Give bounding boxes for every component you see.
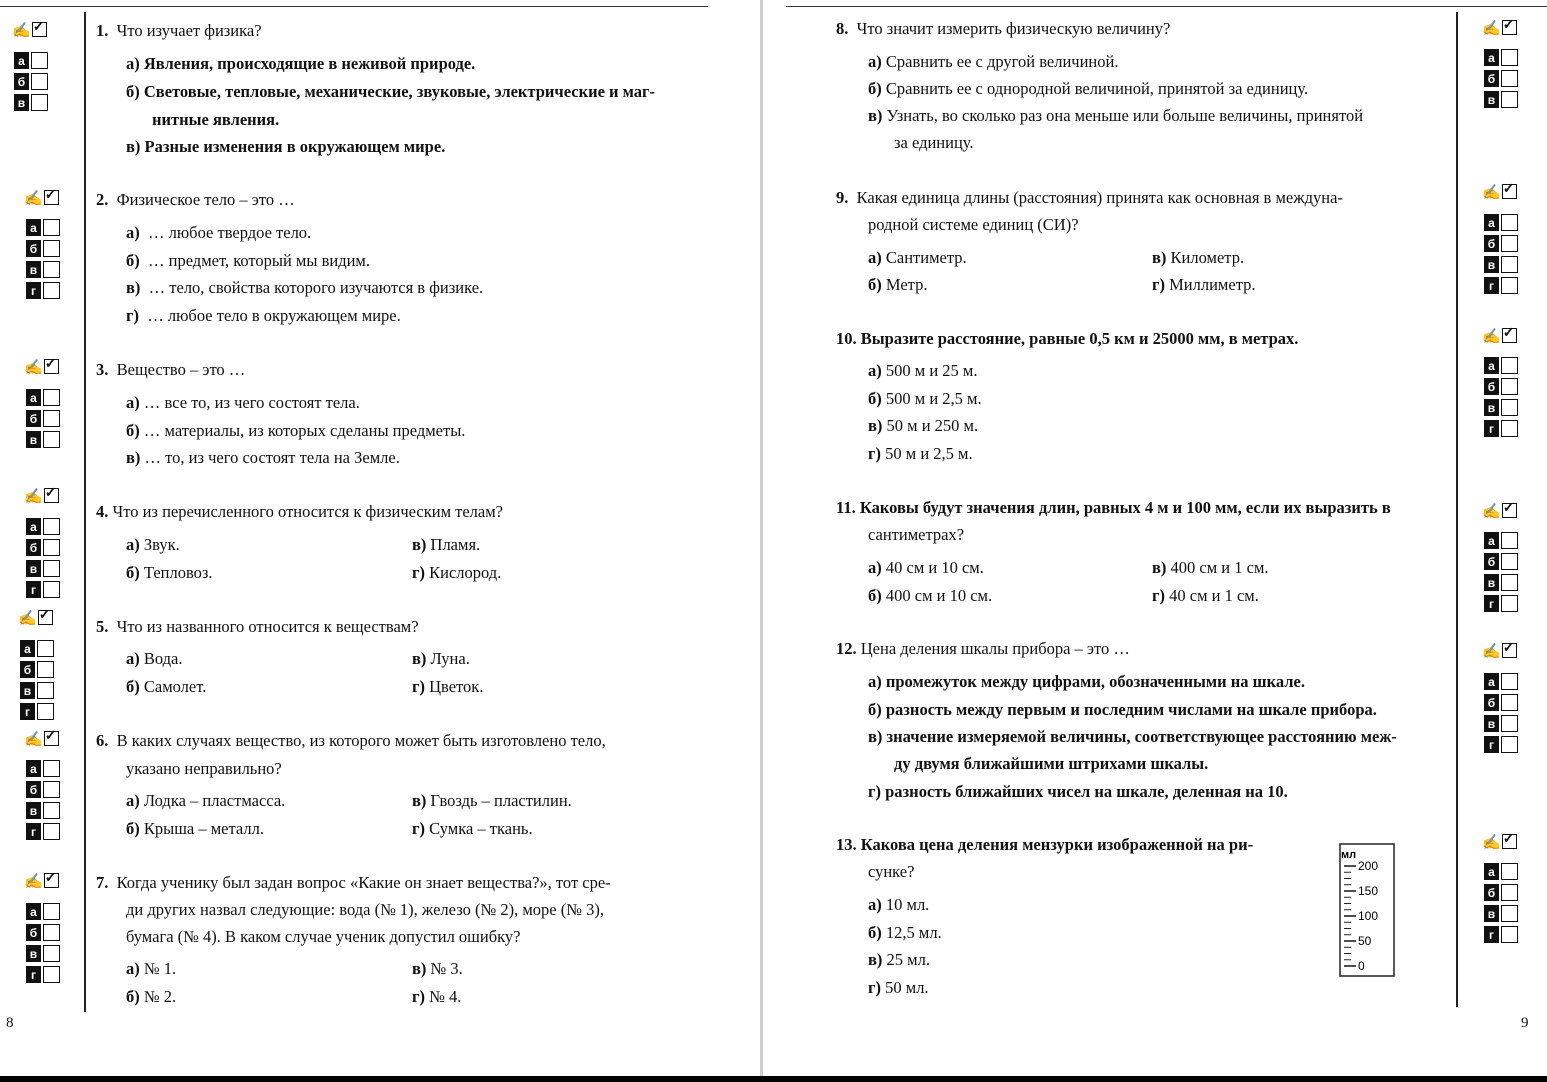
option: а) Явления, происходящие в неживой природе. [126,54,476,73]
answer-box-row [14,50,48,71]
bottom-edge [0,1076,1547,1082]
answer-checkbox[interactable] [1501,420,1518,437]
option: г) … любое тело в окружающем мире. [126,306,401,325]
answer-checkbox[interactable] [43,945,60,962]
left-page [0,0,760,1076]
answer-box-row [1484,355,1518,376]
answer-box-row [14,71,48,92]
answer-checkbox[interactable] [1501,235,1518,252]
option: а) … любое твердое тело. [126,223,312,242]
option: а) Сантиметр. [868,248,967,267]
answer-box-row [1484,530,1518,551]
option: а) 40 см и 10 см. [868,558,984,577]
pen-check-icon: ✍✓ [1482,20,1517,38]
option: г) 50 мл. [868,978,929,997]
answer-letter: б [26,924,41,941]
right-page [764,0,1547,1076]
answer-checkbox[interactable] [1501,595,1518,612]
answer-checkbox[interactable] [43,781,60,798]
answer-letter: г [1484,736,1499,753]
answer-letter: а [14,52,29,69]
answer-checkbox[interactable] [1501,736,1518,753]
answer-checkbox[interactable] [1501,378,1518,395]
page-number: 9 [1521,1015,1529,1031]
answer-letter: в [1484,256,1499,273]
answer-checkbox[interactable] [1501,673,1518,690]
answer-box-row [1484,882,1518,903]
answer-letter: г [1484,595,1499,612]
answer-box-row [20,701,54,722]
answer-box-row [20,659,54,680]
pen-check-icon: ✍✓ [1482,503,1517,521]
question-6: 6. В каких случаях вещество, из которого может быть изготовлено тело, [96,731,606,750]
pen-check-icon: ✍✓ [24,359,59,377]
answer-box-row [26,800,60,821]
margin-rule [84,12,86,1012]
scale-label: 200 [1358,859,1379,873]
answer-letter: а [26,389,41,406]
option: б) разность между первым и последним числами на шкале прибора. [868,700,1377,719]
answer-box-row [26,821,60,842]
answer-checkbox[interactable] [1501,694,1518,711]
answer-letter: б [1484,884,1499,901]
option: г) Миллиметр. [1152,275,1256,294]
answer-checkbox[interactable] [43,518,60,535]
answer-box-row [26,758,60,779]
scale-label: 150 [1358,884,1379,898]
option: б) 12,5 мл. [868,923,942,942]
answer-checkbox[interactable] [43,823,60,840]
answer-box-row [1484,89,1518,110]
answer-box-row [26,387,60,408]
option: б) Метр. [868,275,928,294]
answer-checkbox[interactable] [37,703,54,720]
question-11: 11. Каковы будут значения длин, равных 4 м и 100 мм, если их выразить в [836,498,1391,517]
question-7-cont: бумага (№ 4). В каком случае ученик допустил ошибку? [126,927,521,946]
pen-check-icon: ✍✓ [1482,834,1517,852]
option: в) 25 мл. [868,950,930,969]
measuring-cylinder-figure [1336,836,1398,980]
answer-box-row [26,922,60,943]
answer-checkbox[interactable] [43,760,60,777]
option: г) Сумка – ткань. [412,819,533,838]
answer-letter: б [26,410,41,427]
answer-letter: в [26,431,41,448]
page-number: 8 [6,1015,14,1031]
answer-box-row [1484,734,1518,755]
answer-checkbox[interactable] [43,802,60,819]
scale-label: 0 [1358,959,1365,973]
option: г) Кислород. [412,563,502,582]
answer-checkbox[interactable] [37,682,54,699]
answer-checkbox[interactable] [1501,863,1518,880]
answer-letter: а [1484,532,1499,549]
option: б) Световые, тепловые, механические, звуковые, электрические и маг- [126,82,656,101]
option: в) 50 м и 250 м. [868,416,979,435]
option: б) Крыша – металл. [126,819,264,838]
answer-box-row [1484,275,1518,296]
answer-checkbox[interactable] [1501,553,1518,570]
answer-letter: б [26,781,41,798]
answer-letter: а [1484,214,1499,231]
answer-box-row [1484,924,1518,945]
answer-checkbox[interactable] [1501,357,1518,374]
option: в) Пламя. [412,535,481,554]
question-4: 4. Что из перечисленного относится к физическим телам? [96,502,504,521]
answer-letter: г [26,282,41,299]
answer-letter: г [26,823,41,840]
answer-checkbox[interactable] [43,219,60,236]
answer-box-row [26,429,60,450]
option: в) … тело, свойства которого изучаются в физике. [126,278,484,297]
answer-checkbox[interactable] [31,73,48,90]
answer-letter: г [26,581,41,598]
option: в) … то, из чего состоят тела на Земле. [126,448,400,467]
margin-rule [1456,12,1458,1007]
question-3: 3. Вещество – это … [96,360,246,379]
option: а) Лодка – пластмасса. [126,791,286,810]
answer-letter: б [1484,694,1499,711]
answer-box-row [26,779,60,800]
option: г) 40 см и 1 см. [1152,586,1259,605]
question-1: 1. Что изучает физика? [96,21,262,40]
answer-letter: а [1484,863,1499,880]
answer-box-row [1484,418,1518,439]
answer-letter: в [26,261,41,278]
answer-box-row [26,516,60,537]
answer-box-group [26,516,60,600]
answer-box-row [14,92,48,113]
answer-box-row [26,579,60,600]
answer-checkbox[interactable] [1501,70,1518,87]
answer-letter: г [1484,420,1499,437]
answer-letter: а [1484,673,1499,690]
question-8: 8. Что значит измерить физическую величину? [836,19,1171,38]
answer-letter: г [1484,926,1499,943]
scale-label: 50 [1358,934,1372,948]
answer-box-row [1484,254,1518,275]
question-7: 7. Когда ученику был задан вопрос «Какие он знает вещества?», тот сре- [96,873,611,892]
answer-checkbox[interactable] [43,261,60,278]
pen-check-icon: ✍✓ [24,488,59,506]
answer-box-row [26,964,60,985]
option-cont: за единицу. [894,133,974,152]
answer-letter: в [26,802,41,819]
answer-box-row [20,680,54,701]
answer-box-group [26,217,60,301]
option: в) Километр. [1152,248,1245,267]
answer-letter: б [1484,378,1499,395]
answer-checkbox[interactable] [1501,91,1518,108]
pen-check-icon: ✍✓ [1482,643,1517,661]
answer-checkbox[interactable] [43,410,60,427]
answer-letter: а [26,219,41,236]
answer-box-row [1484,47,1518,68]
answer-letter: а [20,640,35,657]
question-6-cont: указано неправильно? [126,759,282,778]
question-7-cont: ди других назвал следующие: вода (№ 1), железо (№ 2), море (№ 3), [126,900,604,919]
answer-box-row [1484,376,1518,397]
answer-letter: в [26,560,41,577]
answer-box-group [26,758,60,842]
option: б) Тепловоз. [126,563,213,582]
question-9-cont: родной системе единиц (СИ)? [868,215,1079,234]
answer-box-group [14,50,48,113]
answer-letter: в [1484,399,1499,416]
question-9: 9. Какая единица длины (расстояния) принята как основная в междуна- [836,188,1343,207]
answer-checkbox[interactable] [43,560,60,577]
scale-label: 100 [1358,909,1379,923]
answer-checkbox[interactable] [31,94,48,111]
answer-checkbox[interactable] [1501,49,1518,66]
pen-check-icon: ✍✓ [18,610,53,628]
question-13: 13. Какова цена деления мензурки изображенной на ри- [836,835,1254,854]
pen-check-icon: ✍✓ [24,731,59,749]
option: б) 500 м и 2,5 м. [868,389,982,408]
option: в) Узнать, во сколько раз она меньше или больше величины, принятой [868,106,1364,125]
top-rule [786,6,1547,7]
answer-checkbox[interactable] [1501,884,1518,901]
answer-box-row [1484,671,1518,692]
answer-box-row [1484,233,1518,254]
answer-letter: б [26,539,41,556]
answer-checkbox[interactable] [1501,399,1518,416]
pen-check-icon: ✍✓ [12,22,47,40]
option: г) Цветок. [412,677,484,696]
answer-letter: в [14,94,29,111]
answer-letter: в [20,682,35,699]
answer-box-row [1484,713,1518,734]
option: а) № 1. [126,959,177,978]
answer-checkbox[interactable] [43,966,60,983]
answer-box-row [20,638,54,659]
question-10: 10. Выразите расстояние, равные 0,5 км и 25000 мм, в метрах. [836,329,1299,348]
option: б) 400 см и 10 см. [868,586,993,605]
answer-box-group [26,901,60,985]
option: б) № 2. [126,987,177,1006]
answer-box-group [26,387,60,450]
option: а) Вода. [126,649,183,668]
answer-checkbox[interactable] [37,661,54,678]
answer-letter: а [1484,357,1499,374]
answer-checkbox[interactable] [1501,214,1518,231]
answer-letter: г [26,966,41,983]
answer-letter: б [14,73,29,90]
answer-checkbox[interactable] [43,389,60,406]
answer-checkbox[interactable] [1501,715,1518,732]
pen-check-icon: ✍✓ [1482,328,1517,346]
answer-box-row [26,901,60,922]
answer-letter: а [26,518,41,535]
answer-box-row [26,537,60,558]
answer-box-row [26,217,60,238]
answer-box-group [20,638,54,722]
top-rule [0,6,708,7]
answer-checkbox[interactable] [1501,926,1518,943]
answer-box-row [1484,692,1518,713]
question-5: 5. Что из названного относится к веществам? [96,617,419,636]
answer-checkbox[interactable] [1501,256,1518,273]
answer-box-row [1484,572,1518,593]
answer-box-row [26,280,60,301]
option: а) 10 мл. [868,895,930,914]
answer-checkbox[interactable] [43,240,60,257]
book-spine [760,0,763,1076]
answer-box-group [1484,212,1518,296]
answer-box-row [26,943,60,964]
option: г) 50 м и 2,5 м. [868,444,973,463]
answer-letter: б [20,661,35,678]
option: а) … все то, из чего состоят тела. [126,393,360,412]
answer-box-row [1484,397,1518,418]
answer-letter: а [1484,49,1499,66]
pen-check-icon: ✍✓ [1482,184,1517,202]
answer-box-row [26,408,60,429]
answer-checkbox[interactable] [43,903,60,920]
option: б) Самолет. [126,677,207,696]
answer-letter: в [1484,574,1499,591]
option: в) Луна. [412,649,470,668]
question-12: 12. Цена деления шкалы прибора – это … [836,639,1130,658]
answer-box-row [1484,593,1518,614]
answer-box-group [1484,355,1518,439]
option: в) значение измеряемой величины, соответствующее расстоянию меж- [868,727,1397,746]
option: в) № 3. [412,959,463,978]
answer-box-row [26,259,60,280]
answer-letter: б [1484,70,1499,87]
answer-letter: б [1484,235,1499,252]
pen-check-icon: ✍✓ [24,873,59,891]
answer-letter: в [1484,91,1499,108]
answer-box-row [1484,212,1518,233]
answer-box-row [1484,68,1518,89]
answer-box-group [1484,47,1518,110]
option-cont: нитные явления. [152,110,280,129]
option: а) Сравнить ее с другой величиной. [868,52,1119,71]
answer-letter: г [1484,277,1499,294]
answer-box-row [26,558,60,579]
option: а) 500 м и 25 м. [868,361,978,380]
option: г) разность ближайших чисел на шкале, деленная на 10. [868,782,1288,801]
option: б) … предмет, который мы видим. [126,251,371,270]
option: в) Разные изменения в окружающем мире. [126,137,446,156]
unit-label: мл [1341,849,1357,861]
answer-box-row [26,238,60,259]
answer-checkbox[interactable] [43,581,60,598]
answer-box-group [1484,530,1518,614]
answer-checkbox[interactable] [1501,277,1518,294]
answer-checkbox[interactable] [43,539,60,556]
answer-letter: б [1484,553,1499,570]
pen-check-icon: ✍✓ [24,190,59,208]
option: в) 400 см и 1 см. [1152,558,1269,577]
answer-letter: в [1484,715,1499,732]
answer-box-group [1484,671,1518,755]
answer-box-group [1484,861,1518,945]
question-2: 2. Физическое тело – это … [96,190,295,209]
answer-checkbox[interactable] [1501,905,1518,922]
answer-box-row [1484,903,1518,924]
answer-checkbox[interactable] [43,924,60,941]
answer-letter: а [26,760,41,777]
option: г) № 4. [412,987,462,1006]
option: в) Гвоздь – пластилин. [412,791,572,810]
option: б) … материалы, из которых сделаны предметы. [126,421,466,440]
answer-checkbox[interactable] [1501,574,1518,591]
answer-letter: а [26,903,41,920]
answer-checkbox[interactable] [43,431,60,448]
option: б) Сравнить ее с однородной величиной, принятой за единицу. [868,79,1309,98]
question-11-cont: сантиметрах? [868,525,965,544]
answer-checkbox[interactable] [43,282,60,299]
answer-checkbox[interactable] [37,640,54,657]
answer-checkbox[interactable] [1501,532,1518,549]
answer-letter: г [20,703,35,720]
option: а) промежуток между цифрами, обозначенными на шкале. [868,672,1305,691]
answer-letter: в [26,945,41,962]
option: а) Звук. [126,535,180,554]
option-cont: ду двумя ближайшими штрихами шкалы. [894,754,1209,773]
answer-box-row [1484,551,1518,572]
answer-letter: б [26,240,41,257]
answer-checkbox[interactable] [31,52,48,69]
answer-letter: в [1484,905,1499,922]
answer-box-row [1484,861,1518,882]
question-13-cont: сунке? [868,862,915,881]
